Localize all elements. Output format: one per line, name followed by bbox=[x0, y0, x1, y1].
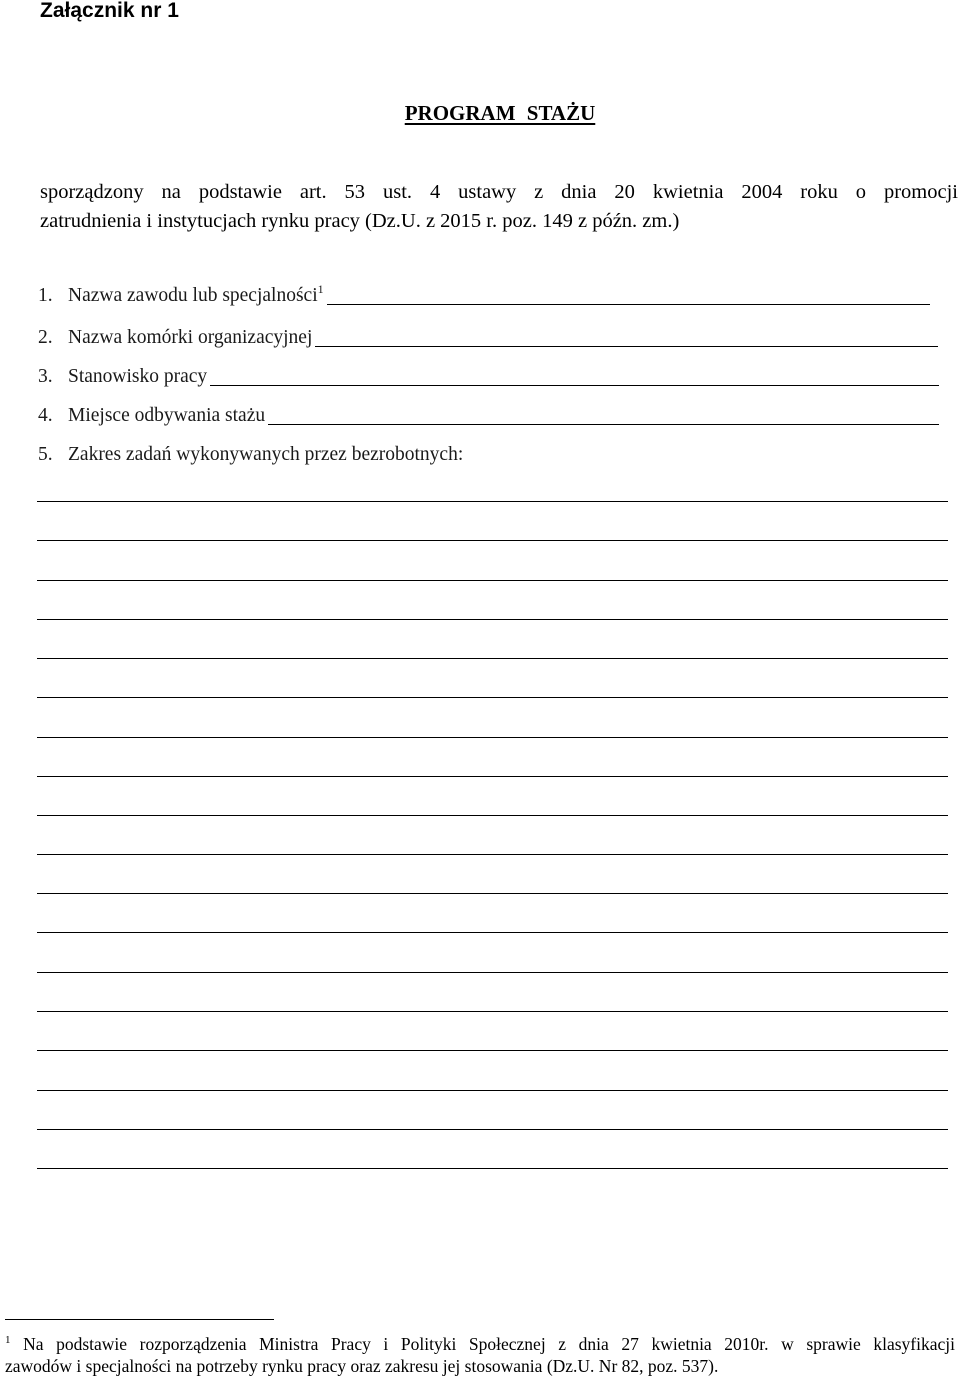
field-occupation bbox=[38, 280, 930, 308]
footnote bbox=[5, 1333, 955, 1377]
task-scope-line[interactable] bbox=[37, 737, 948, 738]
task-scope-line[interactable] bbox=[37, 776, 948, 777]
task-scope-line[interactable] bbox=[37, 619, 948, 620]
legal-basis-line-2: zatrudnienia i instytucjach rynku pracy (Dz.U. z 2015 r. poz. 149 z późn. zm.) bbox=[40, 210, 680, 232]
task-scope-line[interactable] bbox=[37, 972, 948, 973]
footnote-ref: 1 bbox=[317, 282, 324, 296]
footnote-line-2: zawodów i specjalności na potrzeby rynku pracy oraz zakresu jej stosowania (Dz.U. Nr 82, poz. 537). bbox=[5, 1356, 719, 1376]
field-department bbox=[38, 322, 938, 350]
task-scope-line[interactable] bbox=[37, 1168, 948, 1169]
legal-basis-paragraph bbox=[40, 178, 958, 236]
field-number: 5. bbox=[38, 444, 53, 465]
task-scope-line[interactable] bbox=[37, 580, 948, 581]
field-label: Miejsce odbywania stażu bbox=[68, 405, 266, 426]
task-scope-line[interactable] bbox=[37, 815, 948, 816]
position-input-line[interactable] bbox=[210, 385, 939, 386]
task-scope-line[interactable] bbox=[37, 658, 948, 659]
task-scope-line[interactable] bbox=[37, 854, 948, 855]
task-scope-line[interactable] bbox=[37, 501, 948, 502]
task-scope-line[interactable] bbox=[37, 893, 948, 894]
task-scope-line[interactable] bbox=[37, 1011, 948, 1012]
field-task-scope bbox=[38, 439, 938, 467]
field-number: 3. bbox=[38, 366, 53, 387]
task-scope-line[interactable] bbox=[37, 932, 948, 933]
location-input-line[interactable] bbox=[268, 424, 939, 425]
task-scope-line[interactable] bbox=[37, 697, 948, 698]
field-number: 2. bbox=[38, 327, 53, 348]
field-location bbox=[38, 400, 939, 428]
footnote-line-1: $^1$ Na podstawie rozporządzenia Ministra Pracy i Polityki Społecznej z dnia 27 kwietnia 2010r. w sprawie klasyfikacji bbox=[5, 1334, 955, 1354]
annex-label: Załącznik nr 1 bbox=[40, 0, 179, 22]
field-position bbox=[38, 361, 939, 389]
task-scope-line[interactable] bbox=[37, 1090, 948, 1091]
task-scope-line[interactable] bbox=[37, 540, 948, 541]
department-input-line[interactable] bbox=[315, 346, 938, 347]
field-label: Stanowisko pracy bbox=[68, 366, 208, 387]
field-number: 1. bbox=[38, 285, 53, 306]
field-number: 4. bbox=[38, 405, 53, 426]
footnote-separator bbox=[5, 1319, 274, 1320]
task-scope-line[interactable] bbox=[37, 1050, 948, 1051]
task-scope-line[interactable] bbox=[37, 1129, 948, 1130]
field-label: Zakres zadań wykonywanych przez bezrobotnych: bbox=[68, 444, 464, 465]
field-label: Nazwa zawodu lub specjalności$^1$ bbox=[68, 282, 324, 306]
legal-basis-line-1: sporządzony na podstawie art. 53 ust. 4 ustawy z dnia 20 kwietnia 2004 roku o promocji bbox=[40, 181, 958, 203]
document-title: PROGRAM STAŻU bbox=[404, 101, 596, 125]
occupation-input-line[interactable] bbox=[327, 304, 930, 305]
field-label: Nazwa komórki organizacyjnej bbox=[68, 327, 313, 348]
footnote-marker: 1 bbox=[5, 1334, 11, 1346]
